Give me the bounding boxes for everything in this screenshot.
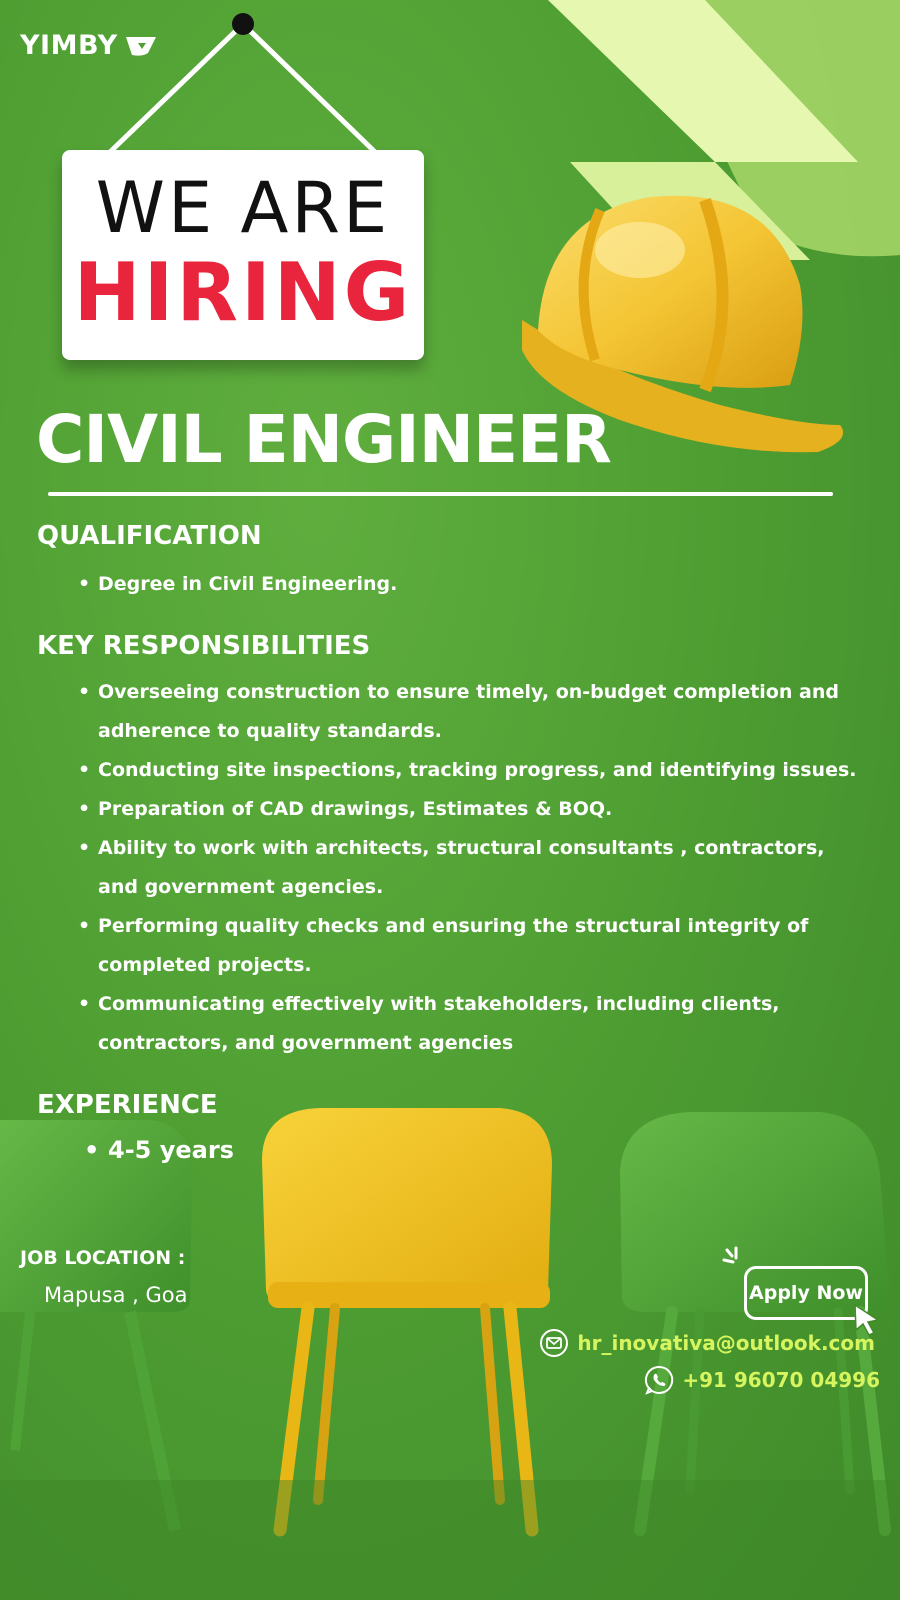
logo-mark-icon	[124, 35, 158, 57]
logo-text: YIMBY	[20, 30, 118, 61]
responsibilities-heading: KEY RESPONSIBILITIES	[37, 631, 371, 661]
job-location-value: Mapusa , Goa	[44, 1283, 188, 1307]
email-icon	[539, 1328, 569, 1358]
email-address[interactable]: hr_inovativa@outlook.com	[577, 1331, 875, 1355]
chair-icon	[620, 1112, 890, 1530]
list-item: • Preparation of CAD drawings, Estimates & BOQ.	[78, 790, 858, 829]
contact-phone[interactable]	[644, 1365, 880, 1395]
sign-line-2: HIRING	[73, 246, 413, 339]
sign-line-1: WE ARE	[95, 167, 391, 249]
contact-email[interactable]	[539, 1328, 875, 1358]
experience-heading: EXPERIENCE	[37, 1090, 218, 1120]
list-item: • Ability to work with architects, structural consultants , contractors, and government agencies.	[78, 829, 858, 907]
responsibilities-list	[78, 673, 858, 1063]
hiring-sign	[62, 150, 424, 360]
experience-list	[84, 1132, 234, 1168]
brand-logo	[20, 30, 158, 61]
apply-now-button[interactable]: Apply Now	[744, 1266, 868, 1320]
whatsapp-phone-icon	[644, 1365, 674, 1395]
job-location-label: JOB LOCATION :	[20, 1247, 186, 1269]
chair-icon	[0, 1120, 192, 1530]
title-divider	[48, 492, 833, 496]
job-title: CIVIL ENGINEER	[36, 401, 611, 478]
list-item: • Degree in Civil Engineering.	[78, 565, 858, 604]
qualification-list	[78, 565, 858, 604]
list-item: • Overseeing construction to ensure timely, on-budget completion and adherence to quality standards.	[78, 673, 858, 751]
phone-number[interactable]: +91 96070 04996	[682, 1368, 880, 1392]
qualification-heading: QUALIFICATION	[37, 521, 262, 551]
list-item: • Communicating effectively with stakeholders, including clients, contractors, and government agencies	[78, 985, 858, 1063]
list-item: • 4-5 years	[84, 1132, 234, 1168]
list-item: • Performing quality checks and ensuring the structural integrity of completed projects.	[78, 907, 858, 985]
chair-icon	[262, 1108, 552, 1530]
list-item: • Conducting site inspections, tracking progress, and identifying issues.	[78, 751, 858, 790]
